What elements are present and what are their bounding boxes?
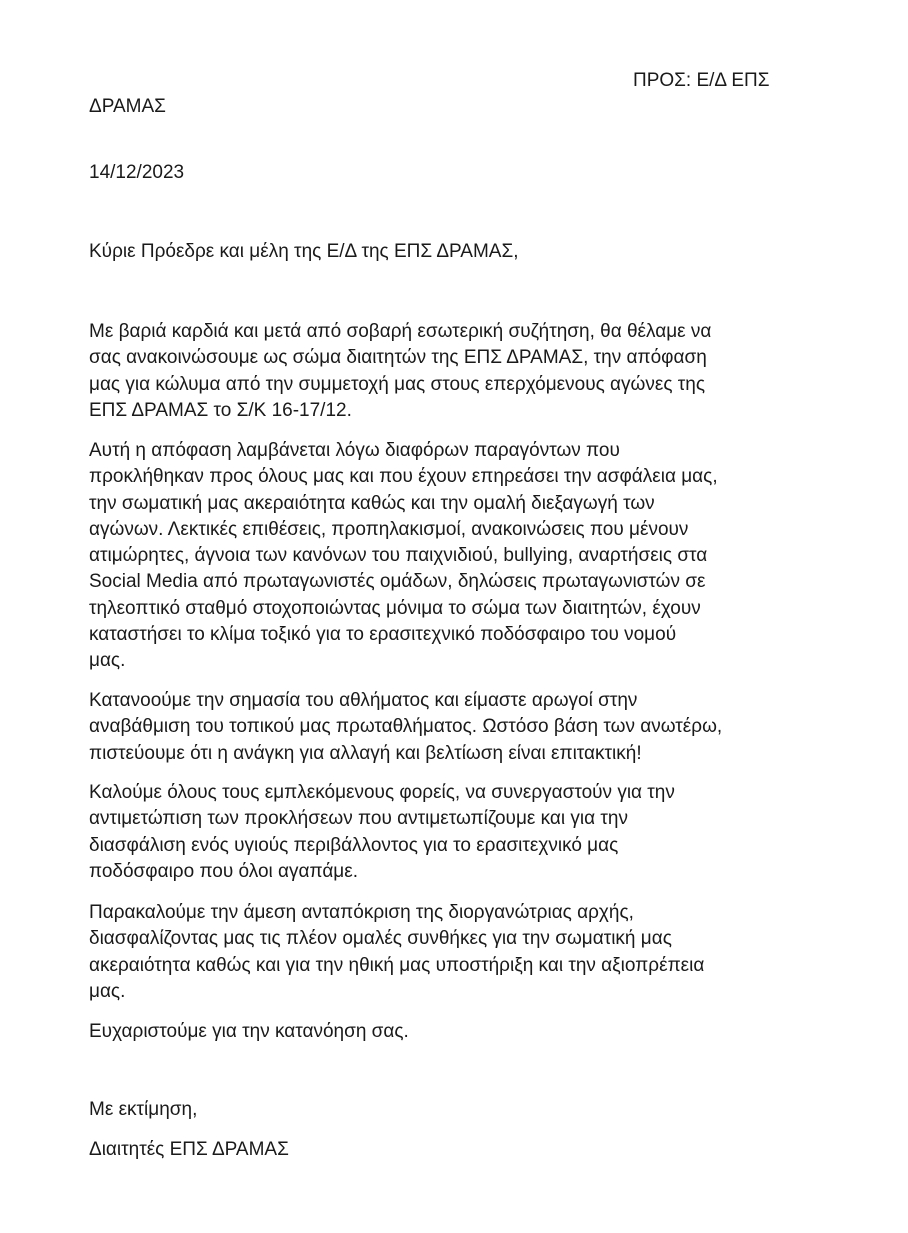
paragraph-thanks [89, 1019, 789, 1045]
paragraph-line: Social Media από πρωταγωνιστές ομάδων, δηλώσεις πρωταγωνιστών σε [89, 571, 706, 593]
paragraph-line: πιστεύουμε ότι η ανάγκη για αλλαγή και βελτίωση είναι επιτακτική! [89, 742, 642, 764]
paragraph-line: ΕΠΣ ΔΡΑΜΑΣ το Σ/Κ 16-17/12. [89, 399, 352, 421]
paragraph-line: μας. [89, 650, 126, 672]
recipient-line-continued: ΔΡΑΜΑΣ [89, 96, 166, 117]
letter-date: 14/12/2023 [89, 162, 185, 183]
paragraph-line: αντιμετώπιση των προκλήσεων που αντιμετωπίζουμε και για την [89, 808, 628, 830]
paragraph-line: Κατανοούμε την σημασία του αθλήματος και είμαστε αρωγοί στην [89, 690, 638, 711]
paragraph-announcement [89, 319, 789, 424]
paragraph-importance [89, 688, 789, 767]
paragraph-line: διασφάλιση ενός υγιούς περιβάλλοντος για το ερασιτεχνικό μας [89, 834, 619, 856]
paragraph-line: Με βαριά καρδιά και μετά από σοβαρή εσωτερική συζήτηση, θα θέλαμε να [89, 321, 712, 342]
paragraph-line: ατιμώρητες, άγνοια των κανόνων του παιχνιδιού, bullying, αναρτήσεις στα [89, 545, 708, 567]
paragraph-reasons [89, 438, 789, 675]
closing: Με εκτίμηση, [89, 1099, 198, 1120]
paragraph-line: Αυτή η απόφαση λαμβάνεται λόγω διαφόρων παραγόντων που [89, 440, 620, 461]
salutation: Κύριε Πρόεδρε και μέλη της Ε/Δ της ΕΠΣ ΔΡΑΜΑΣ, [89, 241, 519, 262]
paragraph-line: ποδόσφαιρο που όλοι αγαπάμε. [89, 860, 359, 882]
paragraph-line: διασφαλίζοντας μας τις πλέον ομαλές συνθήκες για την σωματική μας [89, 928, 672, 950]
paragraph-line: αναβάθμιση του τοπικού μας πρωταθλήματος. Ωστόσο βάση των ανωτέρω, [89, 716, 723, 738]
signature: Διαιτητές ΕΠΣ ΔΡΑΜΑΣ [89, 1139, 289, 1160]
paragraph-line: τηλεοπτικό σταθμό στοχοποιώντας μόνιμα το σώμα των διαιτητών, έχουν [89, 597, 701, 619]
paragraph-line: καταστήσει το κλίμα τοξικό για το ερασιτεχνικό ποδόσφαιρο του νομού [89, 624, 677, 646]
paragraph-line: μας. [89, 980, 126, 1002]
paragraph-line: μας για κώλυμα από την συμμετοχή μας στους επερχόμενους αγώνες της [89, 373, 705, 395]
paragraph-line: Καλούμε όλους τους εμπλεκόμενους φορείς, να συνεργαστούν για την [89, 782, 675, 803]
paragraph-line: αγώνων. Λεκτικές επιθέσεις, προπηλακισμοί, ανακοινώσεις που μένουν [89, 518, 689, 540]
paragraph-line: την σωματική μας ακεραιότητα καθώς και την ομαλή διεξαγωγή των [89, 492, 655, 514]
paragraph-line: Παρακαλούμε την άμεση ανταπόκριση της διοργανώτριας αρχής, [89, 902, 634, 923]
paragraph-line: Ευχαριστούμε για την κατανόηση σας. [89, 1021, 409, 1042]
paragraph-line: ακεραιότητα καθώς και για την ηθική μας υποστήριξη και την αξιοπρέπεια [89, 954, 705, 976]
paragraph-call-to-stakeholders [89, 780, 789, 885]
paragraph-line: προκλήθηκαν προς όλους μας και που έχουν επηρεάσει την ασφάλεια μας, [89, 466, 718, 488]
recipient-line: ΠΡΟΣ: Ε/Δ ΕΠΣ [633, 70, 770, 91]
paragraph-request-response [89, 900, 789, 1005]
paragraph-line: σας ανακοινώσουμε ως σώμα διαιτητών της ΕΠΣ ΔΡΑΜΑΣ, την απόφαση [89, 347, 707, 369]
